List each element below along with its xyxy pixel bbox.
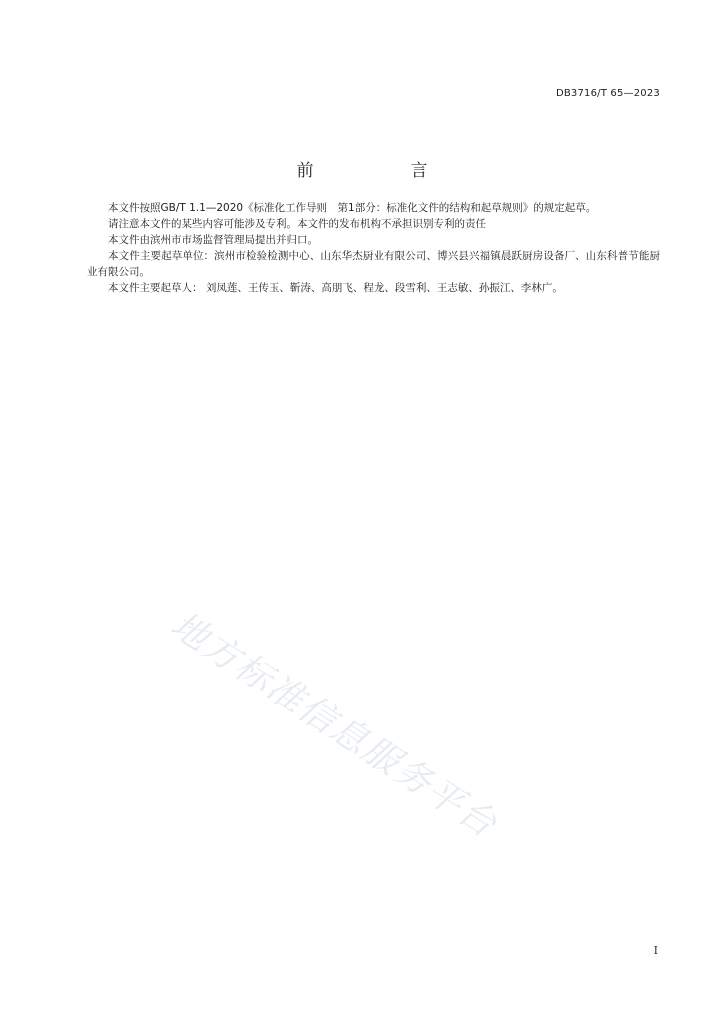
paragraph-drafters: 本文件主要起草人： 刘凤莲、王传玉、靳涛、高朋飞、程龙、段雪利、王志敏、孙振江、李林广。 <box>108 282 563 294</box>
paragraph-drafting-units: 本文件主要起草单位：滨州市检验检测中心、山东华杰厨业有限公司、博兴县兴福镇晨跃厨房设备厂、山东科普节能厨业有限公司。 <box>87 250 660 278</box>
foreword-body <box>87 200 660 296</box>
page-number: I <box>653 944 658 957</box>
watermark-text: 地方标准信息服务平台 <box>163 604 505 847</box>
paragraph-patent-notice: 请注意本文件的某些内容可能涉及专利。本文件的发布机构不承担识别专利的责任 <box>108 218 486 230</box>
document-code: DB3716/T 65—2023 <box>555 88 660 99</box>
paragraph-drafting-rules: 本文件按照GB/T 1.1—2020《标准化工作导则 第1部分：标准化文件的结构和起草规则》的规定起草。 <box>108 202 597 214</box>
section-title: 前 言 <box>296 161 468 181</box>
paragraph-proposer: 本文件由滨州市市场监督管理局提出并归口。 <box>108 234 318 246</box>
